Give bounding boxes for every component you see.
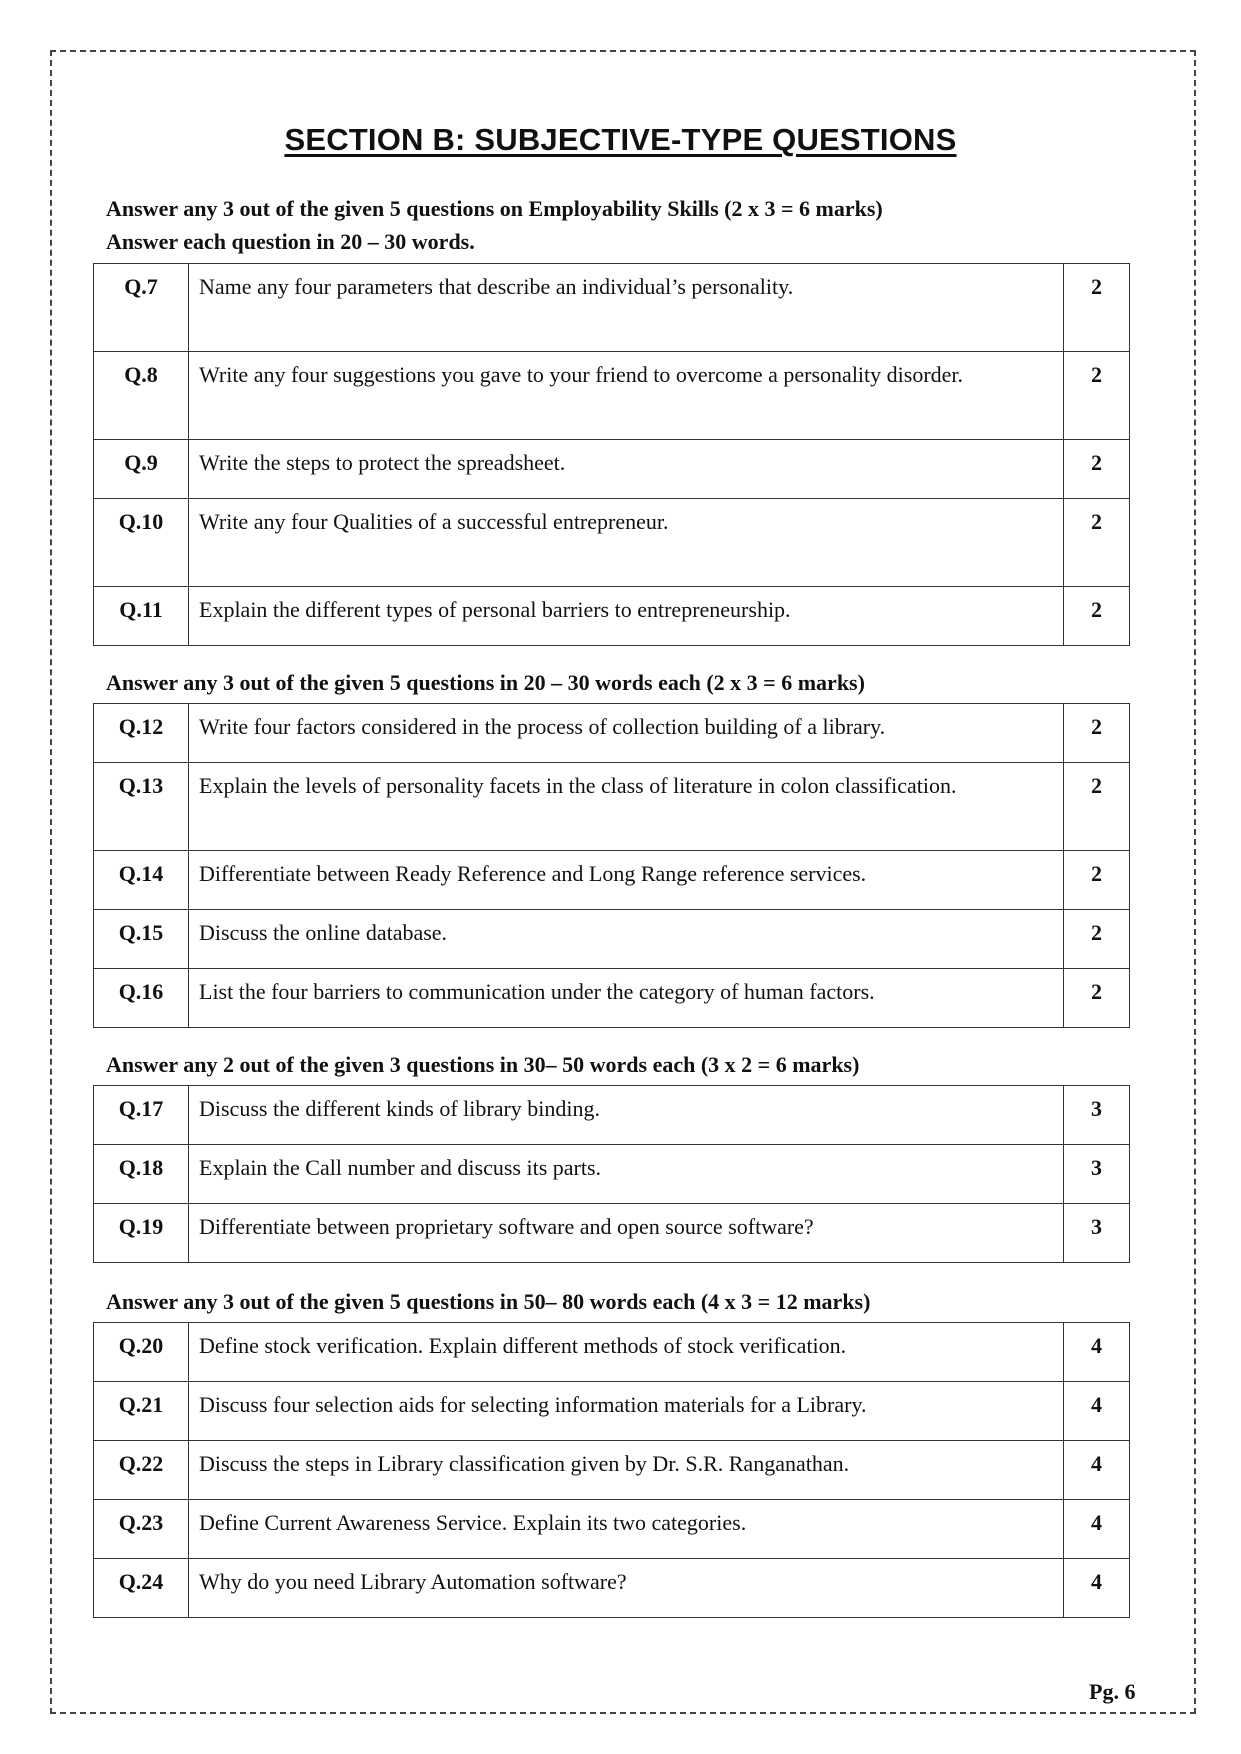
question-row bbox=[94, 704, 1130, 763]
question-number: Q.13 bbox=[94, 763, 189, 851]
question-text: Explain the different types of personal barriers to entrepreneurship. bbox=[189, 587, 1064, 646]
question-marks: 2 bbox=[1064, 851, 1130, 910]
question-number: Q.17 bbox=[94, 1086, 189, 1145]
question-marks: 2 bbox=[1064, 499, 1130, 587]
question-marks: 2 bbox=[1064, 763, 1130, 851]
question-number: Q.20 bbox=[94, 1323, 189, 1382]
question-row bbox=[94, 1204, 1130, 1263]
question-marks: 2 bbox=[1064, 704, 1130, 763]
question-text: Write any four Qualities of a successful entrepreneur. bbox=[189, 499, 1064, 587]
group-2-instruction: Answer any 3 out of the given 5 questions in 20 – 30 words each (2 x 3 = 6 marks) bbox=[106, 670, 865, 695]
question-number: Q.10 bbox=[94, 499, 189, 587]
question-marks: 3 bbox=[1064, 1204, 1130, 1263]
question-marks: 4 bbox=[1064, 1500, 1130, 1559]
question-number: Q.8 bbox=[94, 352, 189, 440]
question-row bbox=[94, 499, 1130, 587]
question-row bbox=[94, 1086, 1130, 1145]
question-number: Q.16 bbox=[94, 969, 189, 1028]
question-row bbox=[94, 1441, 1130, 1500]
question-number: Q.9 bbox=[94, 440, 189, 499]
question-row bbox=[94, 1323, 1130, 1382]
question-text: Write four factors considered in the process of collection building of a library. bbox=[189, 704, 1064, 763]
question-text: Write the steps to protect the spreadsheet. bbox=[189, 440, 1064, 499]
question-number: Q.23 bbox=[94, 1500, 189, 1559]
question-number: Q.11 bbox=[94, 587, 189, 646]
question-table-3 bbox=[93, 1085, 1130, 1263]
question-row bbox=[94, 440, 1130, 499]
question-row bbox=[94, 910, 1130, 969]
question-marks: 3 bbox=[1064, 1145, 1130, 1204]
group-3-instruction: Answer any 2 out of the given 3 questions in 30– 50 words each (3 x 2 = 6 marks) bbox=[106, 1052, 860, 1077]
question-text: Define stock verification. Explain different methods of stock verification. bbox=[189, 1323, 1064, 1382]
question-row bbox=[94, 264, 1130, 352]
question-table-4 bbox=[93, 1322, 1130, 1618]
group-1-instruction-1: Answer any 3 out of the given 5 questions on Employability Skills (2 x 3 = 6 marks) bbox=[106, 196, 883, 221]
question-marks: 2 bbox=[1064, 264, 1130, 352]
page-number: Pg. 6 bbox=[1089, 1679, 1136, 1704]
question-row bbox=[94, 1500, 1130, 1559]
question-number: Q.18 bbox=[94, 1145, 189, 1204]
question-number: Q.7 bbox=[94, 264, 189, 352]
question-marks: 4 bbox=[1064, 1559, 1130, 1618]
question-marks: 4 bbox=[1064, 1441, 1130, 1500]
question-text: Discuss the different kinds of library binding. bbox=[189, 1086, 1064, 1145]
question-table-1 bbox=[93, 263, 1130, 646]
question-number: Q.22 bbox=[94, 1441, 189, 1500]
question-text: Why do you need Library Automation software? bbox=[189, 1559, 1064, 1618]
question-row bbox=[94, 1145, 1130, 1204]
question-marks: 2 bbox=[1064, 440, 1130, 499]
question-row bbox=[94, 1559, 1130, 1618]
question-number: Q.24 bbox=[94, 1559, 189, 1618]
question-number: Q.19 bbox=[94, 1204, 189, 1263]
question-text: List the four barriers to communication under the category of human factors. bbox=[189, 969, 1064, 1028]
question-marks: 2 bbox=[1064, 352, 1130, 440]
question-number: Q.21 bbox=[94, 1382, 189, 1441]
question-row bbox=[94, 763, 1130, 851]
section-title: SECTION B: SUBJECTIVE-TYPE QUESTIONS bbox=[284, 122, 957, 157]
question-number: Q.14 bbox=[94, 851, 189, 910]
question-row bbox=[94, 851, 1130, 910]
group-1-instruction-2: Answer each question in 20 – 30 words. bbox=[106, 229, 475, 254]
question-table-2 bbox=[93, 703, 1130, 1028]
question-text: Differentiate between proprietary software and open source software? bbox=[189, 1204, 1064, 1263]
question-text: Name any four parameters that describe an individual’s personality. bbox=[189, 264, 1064, 352]
question-row bbox=[94, 587, 1130, 646]
question-row bbox=[94, 1382, 1130, 1441]
question-text: Differentiate between Ready Reference and Long Range reference services. bbox=[189, 851, 1064, 910]
question-row bbox=[94, 969, 1130, 1028]
question-text: Explain the levels of personality facets in the class of literature in colon classification. bbox=[189, 763, 1064, 851]
question-marks: 2 bbox=[1064, 910, 1130, 969]
question-text: Discuss four selection aids for selecting information materials for a Library. bbox=[189, 1382, 1064, 1441]
group-4-instruction: Answer any 3 out of the given 5 questions in 50– 80 words each (4 x 3 = 12 marks) bbox=[106, 1289, 871, 1314]
question-marks: 4 bbox=[1064, 1323, 1130, 1382]
question-text: Explain the Call number and discuss its parts. bbox=[189, 1145, 1064, 1204]
question-row bbox=[94, 352, 1130, 440]
question-marks: 4 bbox=[1064, 1382, 1130, 1441]
question-marks: 2 bbox=[1064, 587, 1130, 646]
question-text: Discuss the online database. bbox=[189, 910, 1064, 969]
question-text: Define Current Awareness Service. Explain its two categories. bbox=[189, 1500, 1064, 1559]
question-number: Q.15 bbox=[94, 910, 189, 969]
question-marks: 2 bbox=[1064, 969, 1130, 1028]
question-text: Discuss the steps in Library classification given by Dr. S.R. Ranganathan. bbox=[189, 1441, 1064, 1500]
question-marks: 3 bbox=[1064, 1086, 1130, 1145]
question-number: Q.12 bbox=[94, 704, 189, 763]
question-text: Write any four suggestions you gave to your friend to overcome a personality disorder. bbox=[189, 352, 1064, 440]
